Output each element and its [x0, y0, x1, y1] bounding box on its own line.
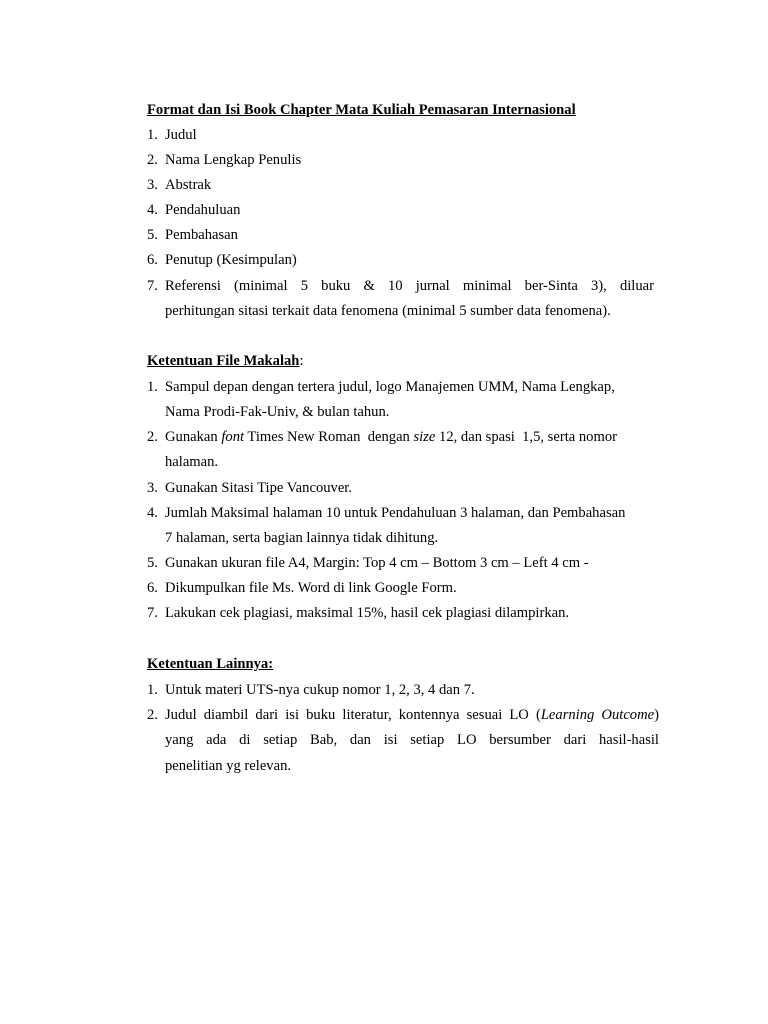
- list-item: 5. Pembahasan: [147, 227, 238, 243]
- list-item: 2. Judul diambil dari isi buku literatur, kontennya sesuai LO (Learning Outcome) yang ada di setiap Bab, dan isi setiap LO bersumber dari hasil-hasil penelitian yg relevan.: [147, 707, 659, 774]
- list-item: 1. Sampul depan dengan tertera judul, logo Manajemen UMM, Nama Lengkap, Nama Prodi-Fak-Univ, & bulan tahun.: [147, 379, 615, 421]
- list-item: 5. Gunakan ukuran file A4, Margin: Top 4 cm – Bottom 3 cm – Left 4 cm -: [147, 555, 589, 571]
- list-item: 1. Untuk materi UTS-nya cukup nomor 1, 2, 3, 4 dan 7.: [147, 682, 475, 698]
- section-heading-format: Format dan Isi Book Chapter Mata Kuliah Pemasaran Internasional: [147, 102, 576, 118]
- list-item: 2. Gunakan font Times New Roman dengan size 12, dan spasi 1,5, serta nomor halaman.: [147, 429, 617, 471]
- list-item: 1. Judul: [147, 127, 197, 143]
- list-item: 7. Referensi (minimal 5 buku & 10 jurnal minimal ber-Sinta 3), diluar perhitungan sitasi terkait data fenomena (minimal 5 sumber data fenomena).: [147, 278, 654, 320]
- section-heading-other-rules: Ketentuan Lainnya:: [147, 656, 274, 672]
- list-item: 4. Pendahuluan: [147, 202, 241, 218]
- list-item: 6. Dikumpulkan file Ms. Word di link Google Form.: [147, 580, 457, 596]
- section-heading-file-rules: Ketentuan File Makalah:: [147, 353, 304, 369]
- list-item: 3. Abstrak: [147, 177, 212, 193]
- list-item: 6. Penutup (Kesimpulan): [147, 252, 297, 268]
- list-item: 3. Gunakan Sitasi Tipe Vancouver.: [147, 480, 353, 496]
- list-item: 2. Nama Lengkap Penulis: [147, 152, 302, 168]
- list-item: 4. Jumlah Maksimal halaman 10 untuk Pendahuluan 3 halaman, dan Pembahasan 7 halaman, serta bagian lainnya tidak dihitung.: [147, 505, 626, 547]
- list-item: 7. Lakukan cek plagiasi, maksimal 15%, hasil cek plagiasi dilampirkan.: [147, 605, 570, 621]
